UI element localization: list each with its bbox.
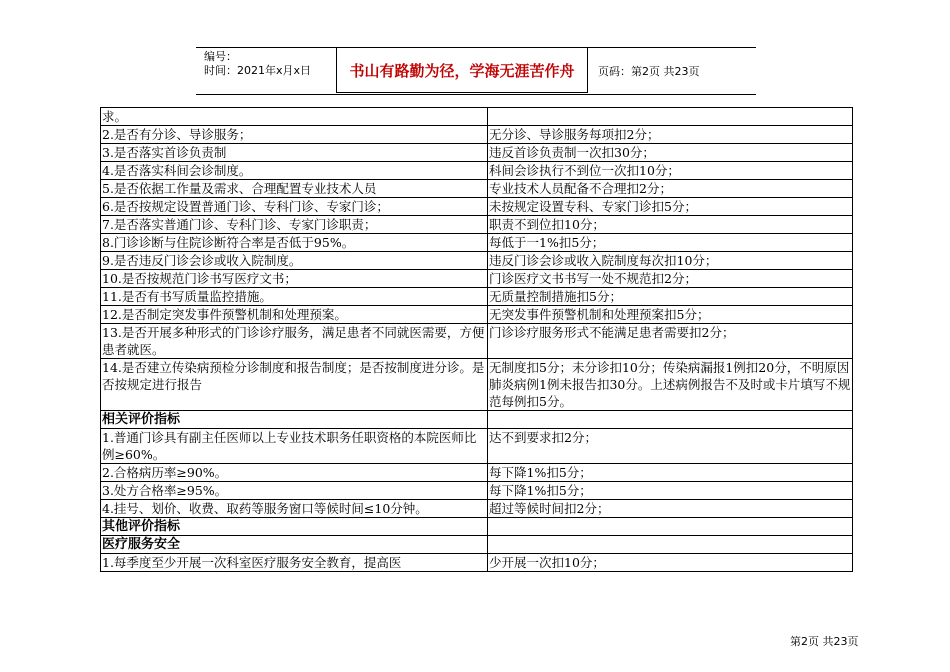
code-label: 编号： <box>204 50 237 63</box>
deduction-cell: 达不到要求扣2分； <box>488 429 853 464</box>
table-row <box>101 180 853 198</box>
time-label: 时间：2021年x月x日 <box>204 64 312 77</box>
footer-page-number: 第2页 共23页 <box>790 635 859 648</box>
deduction-cell <box>488 108 853 126</box>
table-row <box>101 464 853 482</box>
criterion-cell: 求。 <box>101 108 488 126</box>
deduction-cell: 每下降1%扣5分； <box>488 482 853 500</box>
table-row <box>101 500 853 518</box>
criterion-cell: 13.是否开展多种形式的门诊诊疗服务，满足患者不同就医需要，方便患者就医。 <box>101 324 488 359</box>
section-row <box>101 518 853 536</box>
empty-cell <box>488 411 853 429</box>
table-row <box>101 270 853 288</box>
criterion-cell: 3.处方合格率≥95%。 <box>101 482 488 500</box>
deduction-cell: 无分诊、导诊服务每项扣2分； <box>488 126 853 144</box>
deduction-cell: 门诊医疗文书书写一处不规范扣2分； <box>488 270 853 288</box>
section-row <box>101 411 853 429</box>
criterion-cell: 4.是否落实科间会诊制度。 <box>101 162 488 180</box>
criterion-cell: 11.是否有书写质量监控措施。 <box>101 288 488 306</box>
table-row <box>101 359 853 411</box>
table-row <box>101 288 853 306</box>
table-row <box>101 306 853 324</box>
page-label: 页码：第2页 共23页 <box>598 65 700 78</box>
table-row <box>101 252 853 270</box>
deduction-cell: 违反首诊负责制一次扣30分； <box>488 144 853 162</box>
deduction-cell: 门诊诊疗服务形式不能满足患者需要扣2分； <box>488 324 853 359</box>
criterion-cell: 5.是否依据工作量及需求、合理配置专业技术人员 <box>101 180 488 198</box>
criterion-cell: 4.挂号、划价、收费、取药等服务窗口等候时间≤10分钟。 <box>101 500 488 518</box>
table-row <box>101 429 853 464</box>
deduction-cell: 职责不到位扣10分； <box>488 216 853 234</box>
section-row <box>101 536 853 554</box>
table-row <box>101 162 853 180</box>
table-body <box>101 108 853 572</box>
deduction-cell: 未按规定设置专科、专家门诊扣5分； <box>488 198 853 216</box>
criterion-cell: 2.合格病历率≥90%。 <box>101 464 488 482</box>
table-row <box>101 144 853 162</box>
criterion-cell: 1.每季度至少开展一次科室医疗服务安全教育，提高医 <box>101 554 488 572</box>
motto-text: 书山有路勤为径，学海无涯苦作舟 <box>349 61 575 80</box>
section-related-heading: 相关评价指标 <box>101 411 488 429</box>
empty-cell <box>488 536 853 554</box>
criterion-cell: 9.是否违反门诊会诊或收入院制度。 <box>101 252 488 270</box>
criterion-cell: 7.是否落实普通门诊、专科门诊、专家门诊职责； <box>101 216 488 234</box>
criterion-cell: 14.是否建立传染病预检分诊制度和报告制度；是否按制度进分诊。是否按规定进行报告 <box>101 359 488 411</box>
deduction-cell: 专业技术人员配备不合理扣2分； <box>488 180 853 198</box>
table-row <box>101 216 853 234</box>
deduction-cell: 无质量控制措施扣5分； <box>488 288 853 306</box>
criterion-cell: 10.是否按规范门诊书写医疗文书； <box>101 270 488 288</box>
table-row <box>101 554 853 572</box>
table-row <box>101 126 853 144</box>
criterion-cell: 8.门诊诊断与住院诊断符合率是否低于95%。 <box>101 234 488 252</box>
deduction-cell: 超过等候时间扣2分； <box>488 500 853 518</box>
section-other-heading: 其他评价指标 <box>101 518 488 536</box>
header-meta <box>196 48 336 94</box>
table-row <box>101 234 853 252</box>
deduction-cell: 无突发事件预警机制和处理预案扣5分； <box>488 306 853 324</box>
table-row <box>101 324 853 359</box>
section-safety-heading: 医疗服务安全 <box>101 536 488 554</box>
deduction-cell: 无制度扣5分；未分诊扣10分；传染病漏报1例扣20分，不明原因肺炎病例1例未报告扣30分。上述病例报告不及时或卡片填写不规范每例扣5分。 <box>488 359 853 411</box>
motto-box <box>336 47 588 93</box>
empty-cell <box>488 518 853 536</box>
criterion-cell: 3.是否落实首诊负责制 <box>101 144 488 162</box>
table-row <box>101 108 853 126</box>
deduction-cell: 科间会诊执行不到位一次扣10分； <box>488 162 853 180</box>
table-row <box>101 198 853 216</box>
page-header <box>196 47 756 95</box>
criterion-cell: 2.是否有分诊、导诊服务； <box>101 126 488 144</box>
deduction-cell: 少开展一次扣10分； <box>488 554 853 572</box>
deduction-cell: 每下降1%扣5分； <box>488 464 853 482</box>
table-row <box>101 482 853 500</box>
criterion-cell: 12.是否制定突发事件预警机制和处理预案。 <box>101 306 488 324</box>
deduction-cell: 每低于一1%扣5分； <box>488 234 853 252</box>
deduction-cell: 违反门诊会诊或收入院制度每次扣10分； <box>488 252 853 270</box>
criterion-cell: 1.普通门诊具有副主任医师以上专业技术职务任职资格的本院医师比例≥60%。 <box>101 429 488 464</box>
criterion-cell: 6.是否按规定设置普通门诊、专科门诊、专家门诊； <box>101 198 488 216</box>
evaluation-table <box>100 107 853 572</box>
